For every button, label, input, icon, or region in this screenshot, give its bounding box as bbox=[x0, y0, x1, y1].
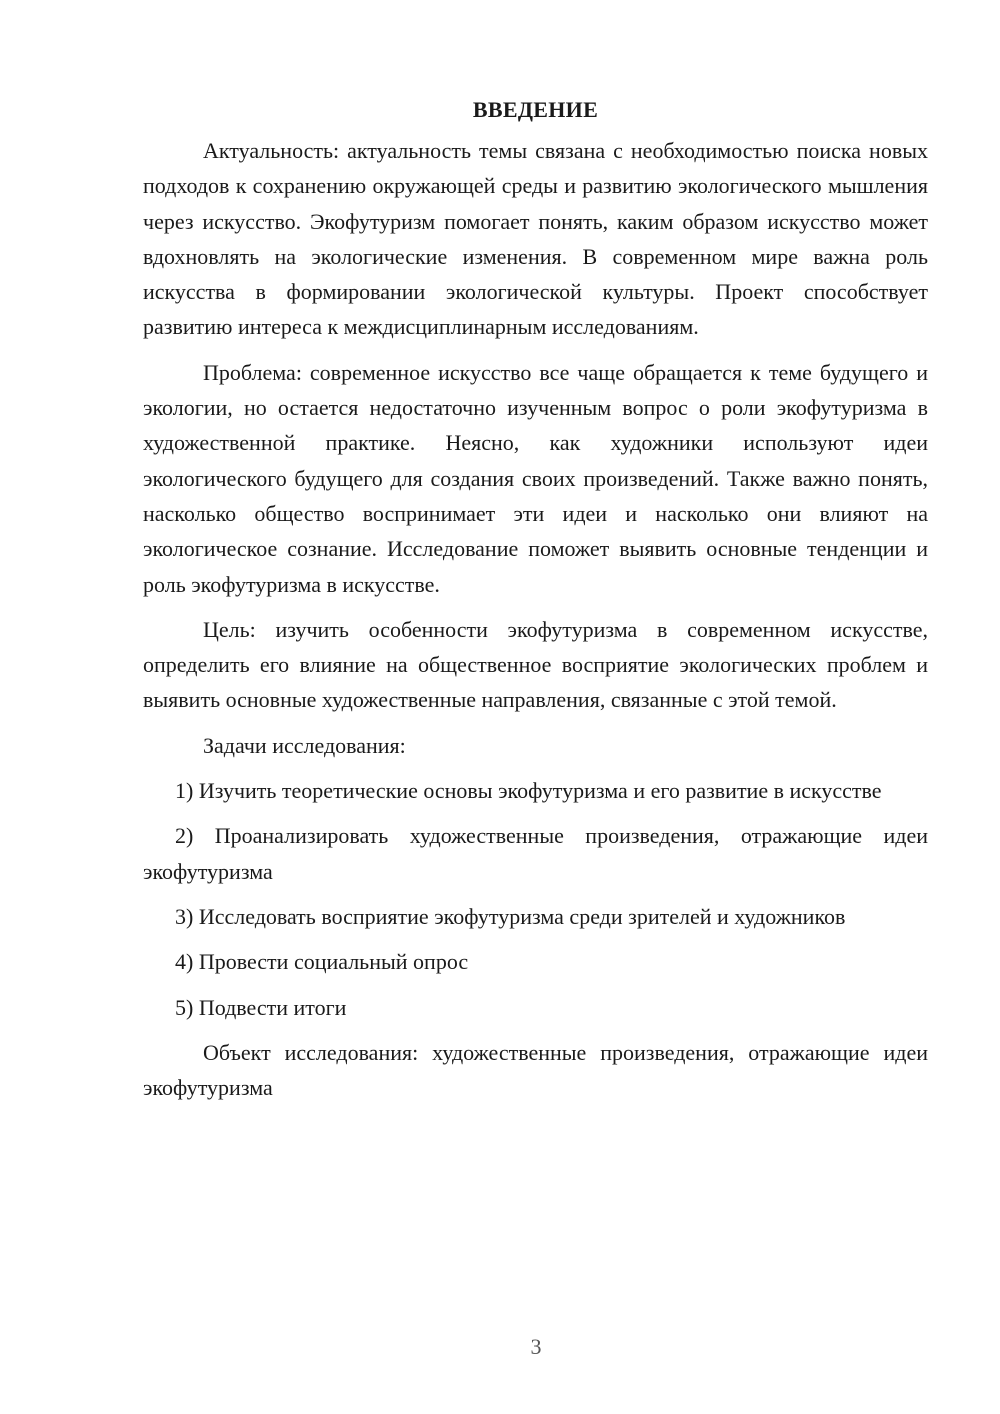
paragraph-goal: Цель: изучить особенности экофутуризма в современном искусстве, определить его влияние на общественное восприятие экологических проблем и выявить основные художественные направления, связанные с этой темой. bbox=[143, 616, 928, 713]
paragraph-object: Объект исследования: художественные произведения, отражающие идеи экофутуризма bbox=[143, 1039, 928, 1101]
page-number: 3 bbox=[530, 1334, 542, 1359]
task-item: 2) Проанализировать художественные произведения, отражающие идеи экофутуризма bbox=[143, 823, 928, 884]
section-title: ВВЕДЕНИЕ bbox=[472, 97, 599, 122]
task-item: 5) Подвести итоги bbox=[175, 994, 347, 1020]
paragraph-problem: Проблема: современное искусство все чаще обращается к теме будущего и экологии, но остается недостаточно изученным вопрос о роли экофутуризма в художественной практике. Неясно, как художники используют идеи экологического будущего для создания своих произведений. Также важно понять, насколько общество воспринимает эти идеи и насколько они влияют на экологическое сознание. Исследование поможет выявить основные тенденции и роль экофутуризма в искусстве. bbox=[143, 359, 928, 597]
document-page bbox=[143, 92, 928, 1115]
paragraph-relevance: Актуальность: актуальность темы связана с необходимостью поиска новых подходов к сохранению окружающей среды и развитию экологического мышления через искусство. Экофутуризм помогает понять, каким образом искусство может вдохновлять на экологические изменения. В современном мире важна роль искусства в формировании экологической культуры. Проект способствует развитию интереса к междисциплинарным исследованиям. bbox=[143, 138, 928, 340]
task-item: 1) Изучить теоретические основы экофутуризма и его развитие в искусстве bbox=[175, 778, 882, 804]
paragraph-tasks-heading: Задачи исследования: bbox=[203, 732, 406, 758]
task-item: 3) Исследовать восприятие экофутуризма среди зрителей и художников bbox=[175, 903, 846, 929]
task-item: 4) Провести социальный опрос bbox=[175, 949, 469, 975]
